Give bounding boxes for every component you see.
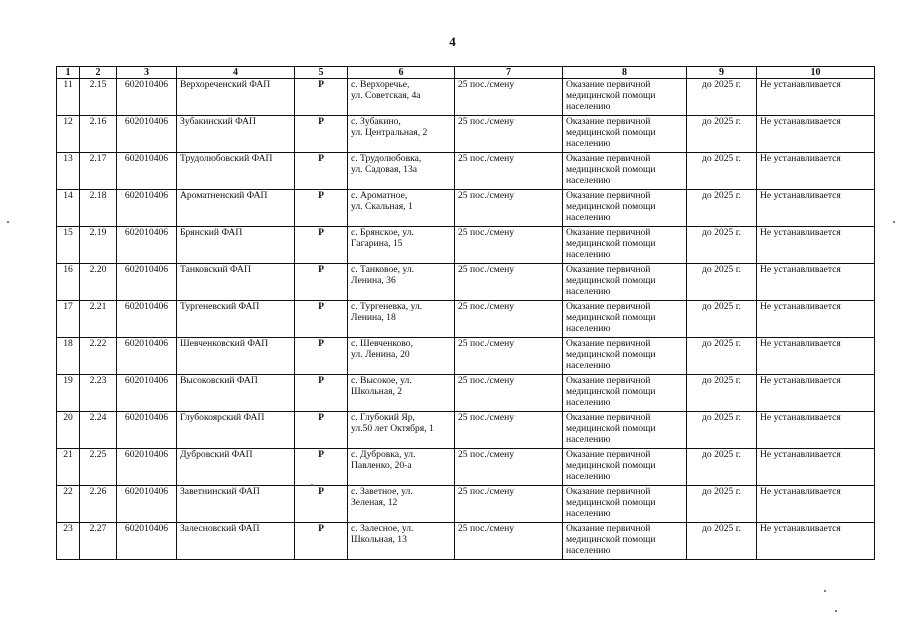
facility-purpose xyxy=(563,375,687,412)
facility-type: Р xyxy=(295,449,348,486)
facility-type: Р xyxy=(295,338,348,375)
facility-address-line: ул. Садовая, 13а xyxy=(351,164,418,175)
facility-address xyxy=(348,449,455,486)
row-code: 2.25 xyxy=(80,449,117,486)
column-header: 9 xyxy=(687,67,757,79)
facility-term: до 2025 г. xyxy=(687,486,757,523)
facility-capacity: 25 пос./смену xyxy=(455,264,563,301)
facility-purpose-line: Оказание первичной xyxy=(566,227,651,238)
facility-address-line: Ленина, 36 xyxy=(351,275,396,286)
facility-term: до 2025 г. xyxy=(687,301,757,338)
facility-address-line: Павленко, 20-а xyxy=(351,460,412,471)
facility-purpose-line: населению xyxy=(566,249,611,260)
facility-address-line: ул. Скальная, 1 xyxy=(351,201,413,212)
facility-purpose-line: населению xyxy=(566,434,611,445)
scan-speck xyxy=(893,221,895,223)
column-header: 2 xyxy=(80,67,117,79)
row-code: 2.24 xyxy=(80,412,117,449)
facility-purpose-line: Оказание первичной xyxy=(566,153,651,164)
protection-zone-status: Не устанавливается xyxy=(757,190,875,227)
facilities-table xyxy=(56,66,875,560)
column-header: 7 xyxy=(455,67,563,79)
facility-term: до 2025 г. xyxy=(687,449,757,486)
facility-term: до 2025 г. xyxy=(687,523,757,560)
facility-address-line: Гагарина, 15 xyxy=(351,238,403,249)
facility-purpose-line: Оказание первичной xyxy=(566,375,651,386)
facility-purpose xyxy=(563,486,687,523)
facility-purpose-line: медицинской помощи xyxy=(566,275,656,286)
facility-address xyxy=(348,301,455,338)
okato-code: 602010406 xyxy=(117,486,177,523)
table-row xyxy=(57,338,875,375)
page-number: 4 xyxy=(449,34,456,49)
row-code: 2.26 xyxy=(80,486,117,523)
facility-term: до 2025 г. xyxy=(687,116,757,153)
facility-address-line: ул. Ленина, 20 xyxy=(351,349,410,360)
facility-name: Глубокоярский ФАП xyxy=(177,412,295,449)
protection-zone-status: Не устанавливается xyxy=(757,486,875,523)
facility-purpose xyxy=(563,338,687,375)
facility-address-line: с. Зубакино, xyxy=(351,116,401,127)
column-header: 5 xyxy=(295,67,348,79)
facility-address xyxy=(348,523,455,560)
row-code: 2.15 xyxy=(80,79,117,116)
facility-purpose-line: Оказание первичной xyxy=(566,486,651,497)
facility-purpose-line: населению xyxy=(566,360,611,371)
table-row xyxy=(57,375,875,412)
facility-purpose-line: Оказание первичной xyxy=(566,523,651,534)
facility-purpose xyxy=(563,116,687,153)
facility-purpose-line: населению xyxy=(566,323,611,334)
facility-purpose xyxy=(563,412,687,449)
column-header: 8 xyxy=(563,67,687,79)
scan-speck xyxy=(835,610,837,612)
facility-name: Шевченковский ФАП xyxy=(177,338,295,375)
facility-address-line: с. Глубокий Яр, xyxy=(351,412,415,423)
row-number: 18 xyxy=(57,338,80,375)
facility-type: Р xyxy=(295,412,348,449)
facility-address-line: с. Трудолюбовка, xyxy=(351,153,422,164)
facility-purpose-line: населению xyxy=(566,508,611,519)
facility-purpose-line: медицинской помощи xyxy=(566,460,656,471)
facility-purpose-line: населению xyxy=(566,175,611,186)
facility-purpose-line: медицинской помощи xyxy=(566,349,656,360)
facility-purpose-line: медицинской помощи xyxy=(566,201,656,212)
protection-zone-status: Не устанавливается xyxy=(757,523,875,560)
row-code: 2.17 xyxy=(80,153,117,190)
facility-capacity: 25 пос./смену xyxy=(455,116,563,153)
facility-address xyxy=(348,338,455,375)
facility-address xyxy=(348,264,455,301)
okato-code: 602010406 xyxy=(117,227,177,264)
facility-purpose-line: Оказание первичной xyxy=(566,301,651,312)
facility-capacity: 25 пос./смену xyxy=(455,486,563,523)
facility-name: Танковский ФАП xyxy=(177,264,295,301)
facility-name: Трудолюбовский ФАП xyxy=(177,153,295,190)
facility-capacity: 25 пос./смену xyxy=(455,338,563,375)
facility-purpose-line: Оказание первичной xyxy=(566,79,651,90)
facility-capacity: 25 пос./смену xyxy=(455,375,563,412)
facility-purpose-line: населению xyxy=(566,212,611,223)
row-number: 23 xyxy=(57,523,80,560)
facility-purpose-line: Оказание первичной xyxy=(566,264,651,275)
facility-term: до 2025 г. xyxy=(687,190,757,227)
facility-type: Р xyxy=(295,301,348,338)
row-number: 12 xyxy=(57,116,80,153)
okato-code: 602010406 xyxy=(117,375,177,412)
facility-address xyxy=(348,412,455,449)
protection-zone-status: Не устанавливается xyxy=(757,301,875,338)
facility-term: до 2025 г. xyxy=(687,375,757,412)
facility-term: до 2025 г. xyxy=(687,412,757,449)
facility-address-line: с. Танковое, ул. xyxy=(351,264,415,275)
table-row xyxy=(57,190,875,227)
facility-address xyxy=(348,227,455,264)
facility-capacity: 25 пос./смену xyxy=(455,301,563,338)
facility-purpose-line: Оказание первичной xyxy=(566,449,651,460)
facility-purpose-line: медицинской помощи xyxy=(566,312,656,323)
facility-address xyxy=(348,116,455,153)
facility-address-line: с. Залесное, ул. xyxy=(351,523,414,534)
facility-capacity: 25 пос./смену xyxy=(455,449,563,486)
row-number: 21 xyxy=(57,449,80,486)
facility-capacity: 25 пос./смену xyxy=(455,523,563,560)
facility-purpose xyxy=(563,190,687,227)
row-code: 2.21 xyxy=(80,301,117,338)
facility-type: Р xyxy=(295,375,348,412)
facility-purpose xyxy=(563,301,687,338)
facility-address-line: ул. Советская, 4а xyxy=(351,90,421,101)
facility-capacity: 25 пос./смену xyxy=(455,153,563,190)
facility-address-line: с. Дубровка, ул. xyxy=(351,449,416,460)
protection-zone-status: Не устанавливается xyxy=(757,116,875,153)
facility-type: Р xyxy=(295,190,348,227)
facility-address-line: ул. Центральная, 2 xyxy=(351,127,428,138)
facility-purpose-line: населению xyxy=(566,138,611,149)
facility-address xyxy=(348,190,455,227)
facility-address-line: ул.50 лет Октября, 1 xyxy=(351,423,434,434)
facility-term: до 2025 г. xyxy=(687,79,757,116)
okato-code: 602010406 xyxy=(117,79,177,116)
okato-code: 602010406 xyxy=(117,190,177,227)
facility-name: Высоковский ФАП xyxy=(177,375,295,412)
facility-purpose-line: медицинской помощи xyxy=(566,497,656,508)
row-number: 22 xyxy=(57,486,80,523)
row-code: 2.18 xyxy=(80,190,117,227)
row-code: 2.20 xyxy=(80,264,117,301)
facility-purpose-line: Оказание первичной xyxy=(566,116,651,127)
okato-code: 602010406 xyxy=(117,116,177,153)
row-code: 2.16 xyxy=(80,116,117,153)
table-row xyxy=(57,116,875,153)
facility-term: до 2025 г. xyxy=(687,227,757,264)
okato-code: 602010406 xyxy=(117,338,177,375)
facility-purpose xyxy=(563,264,687,301)
facility-name: Зубакинский ФАП xyxy=(177,116,295,153)
facility-purpose-line: Оказание первичной xyxy=(566,338,651,349)
row-code: 2.19 xyxy=(80,227,117,264)
facility-purpose-line: медицинской помощи xyxy=(566,386,656,397)
table-row xyxy=(57,449,875,486)
facility-purpose-line: населению xyxy=(566,471,611,482)
facility-type: Р xyxy=(295,153,348,190)
facility-address xyxy=(348,486,455,523)
facility-purpose xyxy=(563,449,687,486)
facility-address-line: Школьная, 13 xyxy=(351,534,407,545)
facility-purpose-line: Оказание первичной xyxy=(566,190,651,201)
okato-code: 602010406 xyxy=(117,412,177,449)
okato-code: 602010406 xyxy=(117,153,177,190)
facility-purpose-line: Оказание первичной xyxy=(566,412,651,423)
facility-address-line: с. Верхоречье, xyxy=(351,79,410,90)
protection-zone-status: Не устанавливается xyxy=(757,412,875,449)
facility-purpose xyxy=(563,523,687,560)
column-header: 1 xyxy=(57,67,80,79)
facility-name: Брянский ФАП xyxy=(177,227,295,264)
scan-speck xyxy=(7,221,9,223)
facility-address-line: с. Ароматное, xyxy=(351,190,408,201)
row-code: 2.23 xyxy=(80,375,117,412)
facility-type: Р xyxy=(295,486,348,523)
okato-code: 602010406 xyxy=(117,264,177,301)
table-row xyxy=(57,264,875,301)
facility-name: Дубровский ФАП xyxy=(177,449,295,486)
facility-address xyxy=(348,375,455,412)
scan-speck xyxy=(311,484,313,486)
row-number: 16 xyxy=(57,264,80,301)
facility-term: до 2025 г. xyxy=(687,264,757,301)
facility-name: Верхореченский ФАП xyxy=(177,79,295,116)
facility-purpose-line: медицинской помощи xyxy=(566,534,656,545)
table-body xyxy=(57,79,875,560)
facility-capacity: 25 пос./смену xyxy=(455,79,563,116)
facility-capacity: 25 пос./смену xyxy=(455,227,563,264)
facility-address-line: Школьная, 2 xyxy=(351,386,403,397)
row-number: 19 xyxy=(57,375,80,412)
facility-name: Ароматненский ФАП xyxy=(177,190,295,227)
table-row xyxy=(57,227,875,264)
facility-type: Р xyxy=(295,79,348,116)
table-row xyxy=(57,79,875,116)
facility-type: Р xyxy=(295,116,348,153)
facility-purpose-line: медицинской помощи xyxy=(566,164,656,175)
facility-address-line: с. Шевченково, xyxy=(351,338,414,349)
protection-zone-status: Не устанавливается xyxy=(757,79,875,116)
facility-purpose-line: медицинской помощи xyxy=(566,90,656,101)
facility-type: Р xyxy=(295,227,348,264)
row-number: 17 xyxy=(57,301,80,338)
column-number-row xyxy=(57,67,875,79)
facility-purpose xyxy=(563,227,687,264)
facility-purpose-line: медицинской помощи xyxy=(566,423,656,434)
facility-address-line: с. Высокое, ул. xyxy=(351,375,412,386)
row-code: 2.22 xyxy=(80,338,117,375)
row-number: 15 xyxy=(57,227,80,264)
okato-code: 602010406 xyxy=(117,449,177,486)
protection-zone-status: Не устанавливается xyxy=(757,375,875,412)
facility-purpose xyxy=(563,153,687,190)
column-header: 6 xyxy=(348,67,455,79)
row-number: 14 xyxy=(57,190,80,227)
facility-name: Тургеневский ФАП xyxy=(177,301,295,338)
facility-purpose-line: населению xyxy=(566,397,611,408)
facility-address-line: Ленина, 18 xyxy=(351,312,396,323)
facility-address-line: с. Тургеневка, ул. xyxy=(351,301,423,312)
column-header: 4 xyxy=(177,67,295,79)
facility-purpose-line: медицинской помощи xyxy=(566,127,656,138)
table-row xyxy=(57,486,875,523)
table-row xyxy=(57,412,875,449)
facility-address-line: с. Заветное, ул. xyxy=(351,486,413,497)
table-row xyxy=(57,153,875,190)
facility-address-line: с. Брянское, ул. xyxy=(351,227,414,238)
column-header: 3 xyxy=(117,67,177,79)
facility-name: Залесновский ФАП xyxy=(177,523,295,560)
facility-address-line: Зеленая, 12 xyxy=(351,497,398,508)
facility-name: Заветнинский ФАП xyxy=(177,486,295,523)
facility-term: до 2025 г. xyxy=(687,153,757,190)
protection-zone-status: Не устанавливается xyxy=(757,338,875,375)
facility-term: до 2025 г. xyxy=(687,338,757,375)
facility-type: Р xyxy=(295,264,348,301)
facility-address xyxy=(348,79,455,116)
facility-capacity: 25 пос./смену xyxy=(455,412,563,449)
column-header: 10 xyxy=(757,67,875,79)
row-number: 13 xyxy=(57,153,80,190)
okato-code: 602010406 xyxy=(117,301,177,338)
protection-zone-status: Не устанавливается xyxy=(757,264,875,301)
protection-zone-status: Не устанавливается xyxy=(757,449,875,486)
facility-purpose-line: медицинской помощи xyxy=(566,238,656,249)
facility-address xyxy=(348,153,455,190)
facility-purpose-line: населению xyxy=(566,101,611,112)
protection-zone-status: Не устанавливается xyxy=(757,153,875,190)
facility-purpose-line: населению xyxy=(566,286,611,297)
facility-type: Р xyxy=(295,523,348,560)
scan-speck xyxy=(824,590,826,592)
facility-capacity: 25 пос./смену xyxy=(455,190,563,227)
okato-code: 602010406 xyxy=(117,523,177,560)
protection-zone-status: Не устанавливается xyxy=(757,227,875,264)
table-row xyxy=(57,523,875,560)
table-row xyxy=(57,301,875,338)
row-number: 11 xyxy=(57,79,80,116)
facility-purpose-line: населению xyxy=(566,545,611,556)
facility-purpose xyxy=(563,79,687,116)
row-code: 2.27 xyxy=(80,523,117,560)
row-number: 20 xyxy=(57,412,80,449)
